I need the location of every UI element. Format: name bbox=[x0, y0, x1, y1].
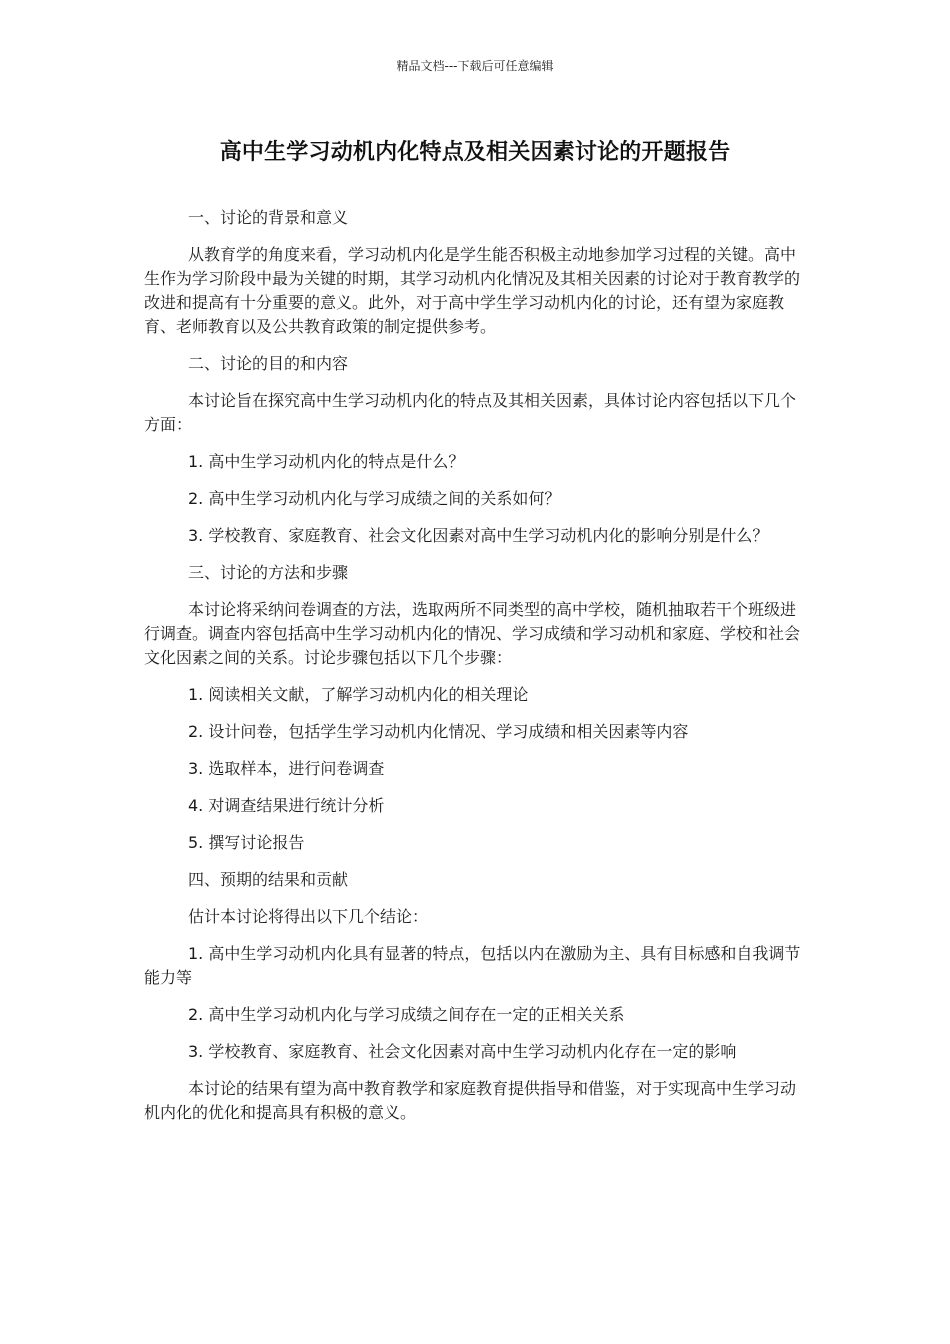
section-heading-purpose: 二、讨论的目的和内容 bbox=[188, 354, 349, 373]
paragraph-methods: 本讨论将采纳问卷调查的方法，选取两所不同类型的高中学校，随机抽取若干个班级进行调查。调查内容包括高中生学习动机内化的情况、学习成绩和学习动机和家庭、学校和社会文化因素之间的关系。讨论步骤包括以下几个步骤： bbox=[144, 600, 801, 667]
document-title: 高中生学习动机内化特点及相关因素讨论的开题报告 bbox=[219, 140, 731, 165]
document-body bbox=[144, 206, 808, 1138]
list-item: 4. 对调查结果进行统计分析 bbox=[188, 796, 385, 815]
list-item: 2. 高中生学习动机内化与学习成绩之间存在一定的正相关关系 bbox=[188, 1005, 625, 1024]
list-item: 1. 阅读相关文献，了解学习动机内化的相关理论 bbox=[188, 685, 529, 704]
paragraph-purpose: 本讨论旨在探究高中生学习动机内化的特点及其相关因素，具体讨论内容包括以下几个方面： bbox=[144, 391, 797, 434]
paragraph-background: 从教育学的角度来看，学习动机内化是学生能否积极主动地参加学习过程的关键。高中生作为学习阶段中最为关键的时期，其学习动机内化情况及其相关因素的讨论对于教育教学的改进和提高有十分重要的意义。此外，对于高中学生学习动机内化的讨论，还有望为家庭教育、老师教育以及公共教育政策的制定提供参考。 bbox=[144, 245, 801, 336]
list-item: 2. 高中生学习动机内化与学习成绩之间的关系如何？ bbox=[188, 489, 561, 508]
list-item: 3. 学校教育、家庭教育、社会文化因素对高中生学习动机内化存在一定的影响 bbox=[188, 1042, 737, 1061]
paragraph-results-intro: 估计本讨论将得出以下几个结论： bbox=[188, 907, 429, 926]
list-item: 1. 高中生学习动机内化具有显著的特点，包括以内在激励为主、具有目标感和自我调节能力等 bbox=[144, 944, 801, 987]
paragraph-closing: 本讨论的结果有望为高中教育教学和家庭教育提供指导和借鉴，对于实现高中生学习动机内化的优化和提高具有积极的意义。 bbox=[144, 1079, 797, 1122]
section-heading-background: 一、讨论的背景和意义 bbox=[188, 208, 349, 227]
list-item: 1. 高中生学习动机内化的特点是什么？ bbox=[188, 452, 465, 471]
list-item: 5. 撰写讨论报告 bbox=[188, 833, 305, 852]
list-item: 3. 选取样本，进行问卷调查 bbox=[188, 759, 385, 778]
header-note: 精品文档---下载后可任意编辑 bbox=[396, 59, 554, 73]
list-item: 2. 设计问卷，包括学生学习动机内化情况、学习成绩和相关因素等内容 bbox=[188, 722, 689, 741]
section-heading-results: 四、预期的结果和贡献 bbox=[188, 870, 349, 889]
section-heading-methods: 三、讨论的方法和步骤 bbox=[188, 563, 349, 582]
list-item: 3. 学校教育、家庭教育、社会文化因素对高中生学习动机内化的影响分别是什么？ bbox=[188, 526, 769, 545]
